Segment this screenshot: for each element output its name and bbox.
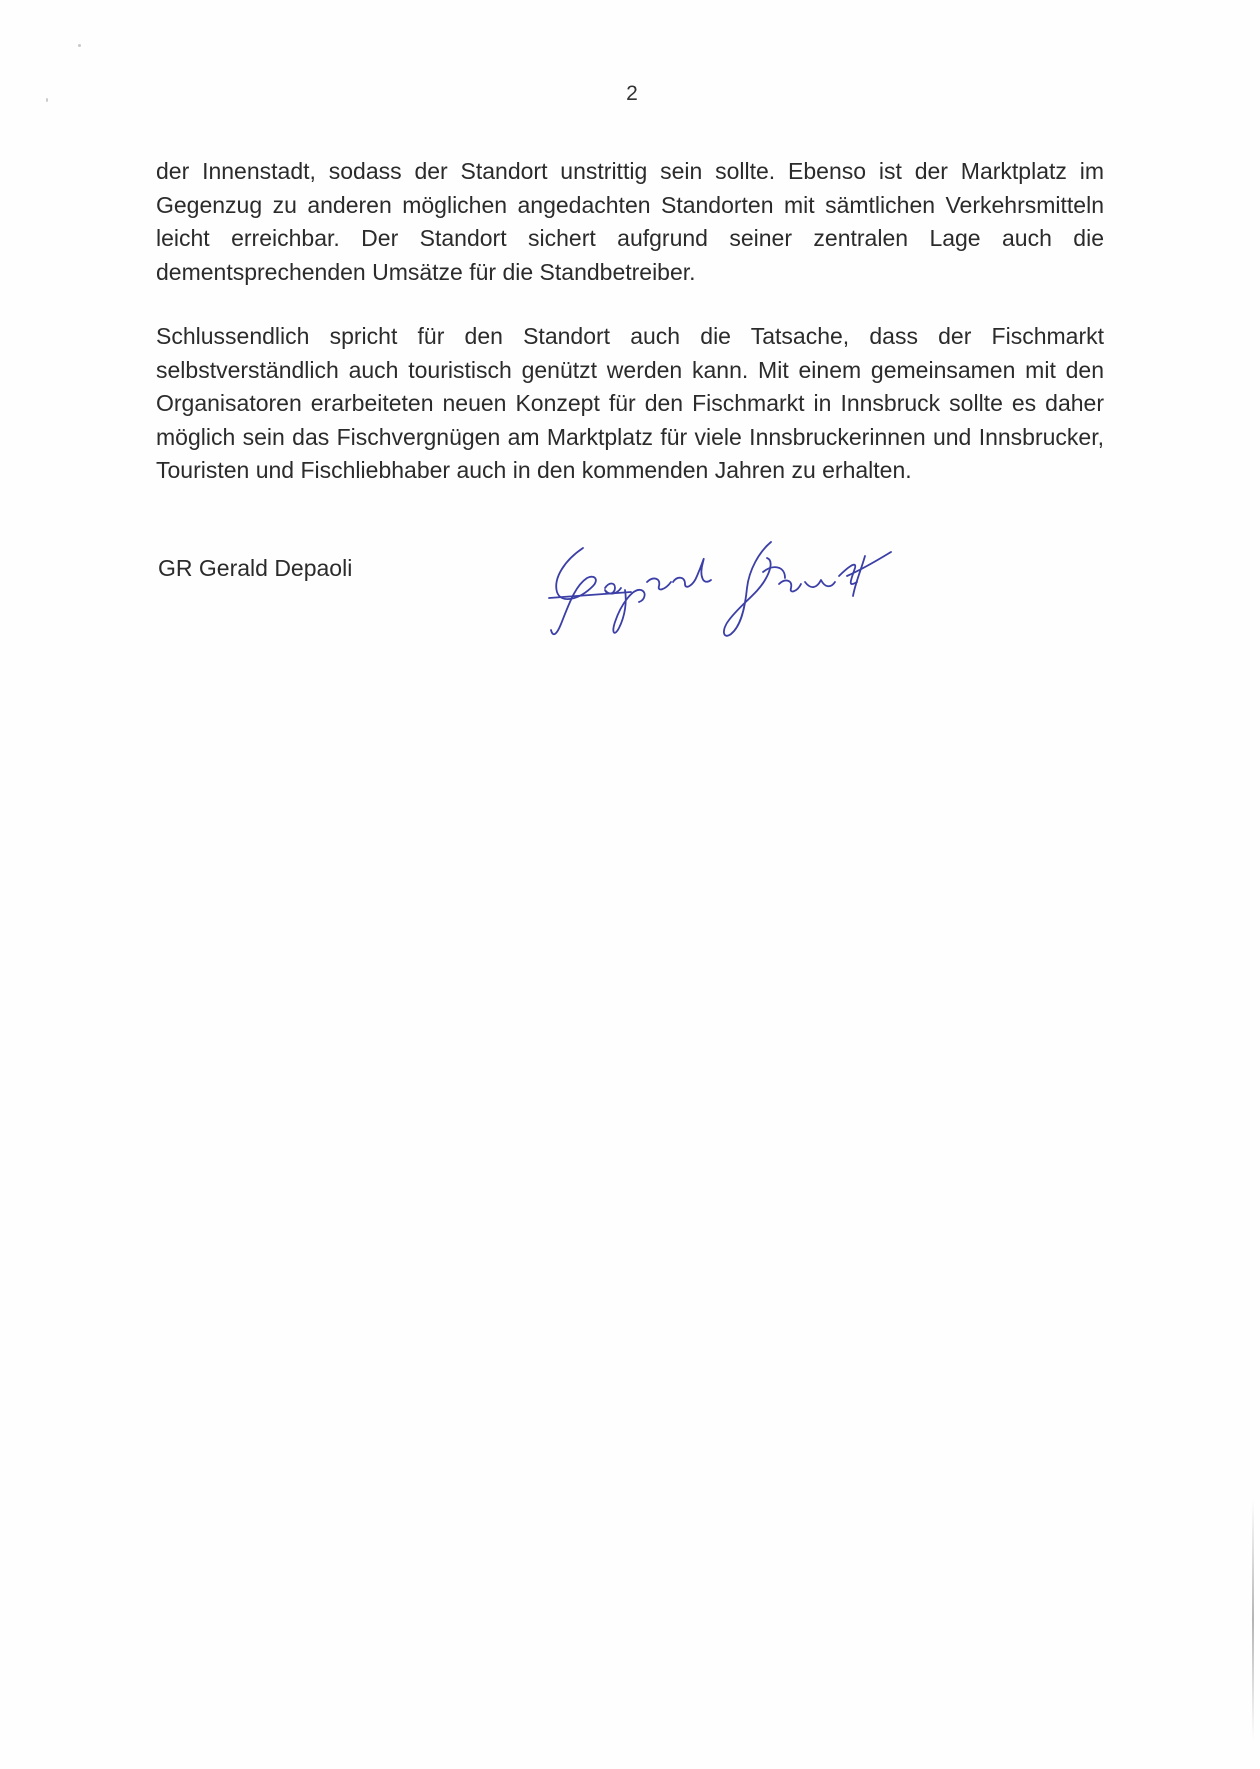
body-paragraph-1: der Innenstadt, sodass der Standort unstrittig sein sollte. Ebenso ist der Marktplatz im Gegenzug zu anderen möglichen angedachten Standorten mit sämtlichen Verkehrsmitteln leicht erreichbar. Der Standort sichert aufgrund seiner zentralen Lage auch die dementsprechenden Umsätze für die Standbetreiber.	[156, 158, 1104, 285]
body-paragraph-2: Schlussendlich spricht für den Standort auch die Tatsache, dass der Fischmarkt selbstverständlich auch touristisch genützt werden kann. Mit einem gemeinsamen mit den Organisatoren erarbeiteten neuen Konzept für den Fischmarkt in Innsbruck sollte es daher möglich sein das Fischvergnügen am Marktplatz für viele Innsbruckerinnen und Innsbrucker, Touristen und Fischliebhaber auch in den kommenden Jahren zu erhalten.	[156, 323, 1104, 483]
scan-edge-shadow	[1252, 1500, 1254, 1740]
scan-speck	[46, 98, 48, 102]
page-number: 2	[626, 82, 638, 105]
scan-speck	[78, 44, 81, 47]
author-name: GR Gerald Depaoli	[158, 555, 353, 581]
handwritten-signature	[535, 530, 915, 650]
